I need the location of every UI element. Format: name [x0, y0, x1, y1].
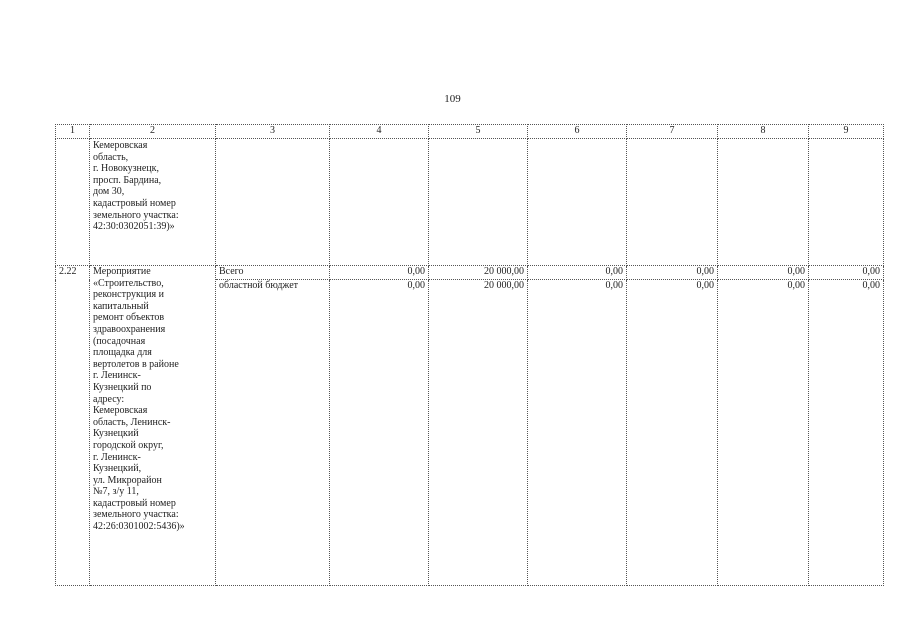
column-header: 8 — [718, 125, 809, 139]
value-cell: 0,00 — [330, 266, 429, 280]
value-cell: 0,00 — [330, 280, 429, 586]
index-cell: 2.22 — [56, 266, 90, 586]
table-header-row — [56, 125, 884, 139]
value-cell: 0,00 — [528, 266, 627, 280]
column-header: 7 — [627, 125, 718, 139]
source-cell: Всего — [216, 266, 330, 280]
value-cell: 0,00 — [809, 266, 884, 280]
index-cell — [56, 139, 90, 266]
column-header: 6 — [528, 125, 627, 139]
column-header: 1 — [56, 125, 90, 139]
table-row-total — [56, 266, 884, 280]
description-cell: Кемеровская область, г. Новокузнецк, просп. Бардина, дом 30, кадастровый номер земельного участка: 42:30:0302051:39)» — [90, 139, 216, 266]
column-header: 5 — [429, 125, 528, 139]
value-cell: 0,00 — [627, 280, 718, 586]
column-header: 2 — [90, 125, 216, 139]
column-header: 4 — [330, 125, 429, 139]
value-cell: 20 000,00 — [429, 266, 528, 280]
value-cell — [627, 139, 718, 266]
value-cell — [429, 139, 528, 266]
description-cell: Мероприятие «Строительство, реконструкция и капитальный ремонт объектов здравоохранения (посадочная площадка для вертолетов в районе г. Ленинск- Кузнецкий по адресу: Кемеровская область, Ленинск- Кузнецкий городской округ, г. Ленинск- Кузнецкий, ул. Микрорайон №7, з/у 11, кадастровый номер земельного участка: 42:26:0301002:5436)» — [90, 266, 216, 586]
source-cell: областной бюджет — [216, 280, 330, 586]
page-number: 109 — [444, 93, 461, 105]
value-cell: 0,00 — [627, 266, 718, 280]
column-header: 9 — [809, 125, 884, 139]
value-cell: 20 000,00 — [429, 280, 528, 586]
value-cell — [528, 139, 627, 266]
value-cell — [718, 139, 809, 266]
value-cell: 0,00 — [718, 280, 809, 586]
value-cell — [809, 139, 884, 266]
value-cell: 0,00 — [809, 280, 884, 586]
source-cell — [216, 139, 330, 266]
budget-table — [55, 124, 884, 586]
value-cell — [330, 139, 429, 266]
value-cell: 0,00 — [528, 280, 627, 586]
table-row-continued — [56, 139, 884, 266]
value-cell: 0,00 — [718, 266, 809, 280]
column-header: 3 — [216, 125, 330, 139]
